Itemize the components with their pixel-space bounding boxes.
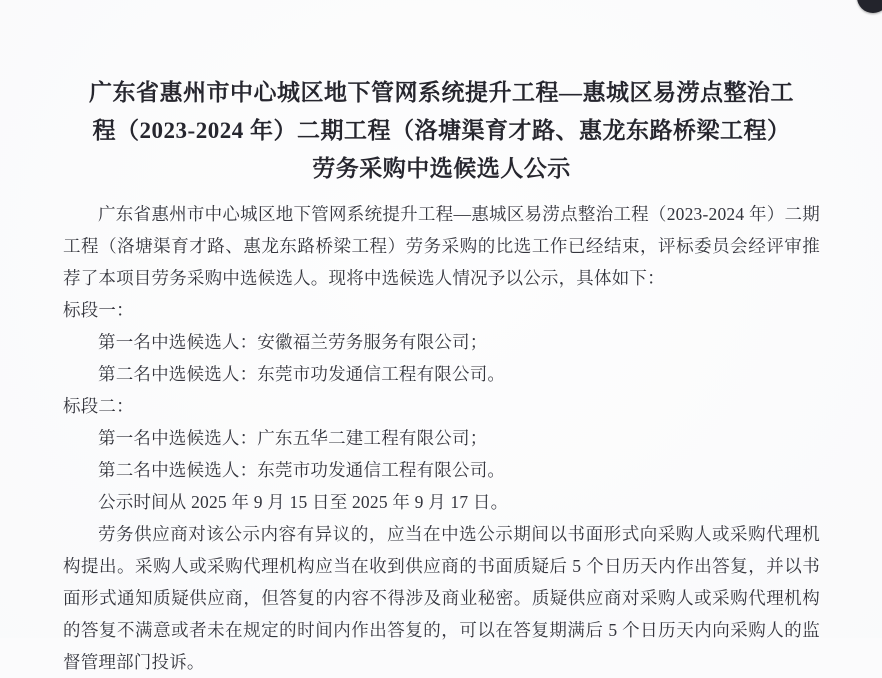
title-line-3: 劳务采购中选候选人公示 <box>312 156 571 181</box>
document-title <box>63 74 820 188</box>
title-line-2: 程（2023-2024 年）二期工程（洛塘渠育才路、惠龙东路桥梁工程） <box>92 118 791 143</box>
section-2-candidate-1: 第一名中选候选人：广东五华二建工程有限公司； <box>98 428 488 448</box>
section-1-heading: 标段一： <box>63 300 134 320</box>
section-2-heading: 标段二： <box>63 396 134 416</box>
intro-paragraph: 广东省惠州市中心城区地下管网系统提升工程—惠城区易涝点整治工程（2023-2024 年）二期工程（洛塘渠育才路、惠龙东路桥梁工程）劳务采购的比选工作已经结束，评标委员会经评审推荐了本项目劳务采购中选候选人。现将中选候选人情况予以公示，具体如下： <box>63 204 820 288</box>
objection-paragraph: 劳务供应商对该公示内容有异议的，应当在中选公示期间以书面形式向采购人或采购代理机构提出。采购人或采购代理机构应当在收到供应商的书面质疑后 5 个日历天内作出答复，并以书面形式通知质疑供应商，但答复的内容不得涉及商业秘密。质疑供应商对采购人或采购代理机构的答复不满意或者未在规定的时间内作出答复的，可以在答复期满后 5 个日历天内向采购人的监督管理部门投诉。 <box>63 524 820 672</box>
section-2-candidate-2: 第二名中选候选人：东莞市功发通信工程有限公司。 <box>98 460 506 480</box>
publicity-period: 公示时间从 2025 年 9 月 15 日至 2025 年 9 月 17 日。 <box>98 492 509 512</box>
section-1-candidate-2: 第二名中选候选人：东莞市功发通信工程有限公司。 <box>98 364 506 384</box>
title-line-1: 广东省惠州市中心城区地下管网系统提升工程—惠城区易涝点整治工 <box>89 80 794 105</box>
document-body <box>63 198 820 678</box>
section-1-candidate-1: 第一名中选候选人：安徽福兰劳务服务有限公司； <box>98 332 488 352</box>
